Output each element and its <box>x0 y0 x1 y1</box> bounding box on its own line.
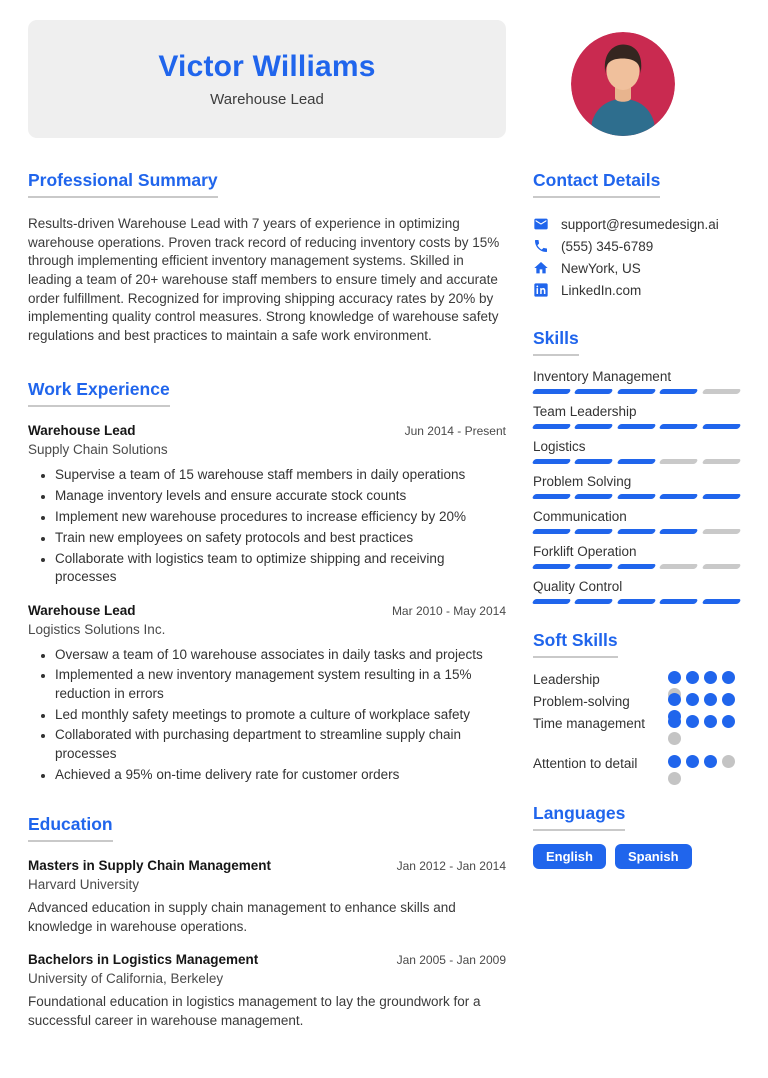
soft-skill-dot-filled <box>686 755 699 768</box>
skill-segment-filled <box>532 564 572 569</box>
skill-segment-empty <box>701 389 741 394</box>
skill-row <box>533 404 740 429</box>
skill-segment-filled <box>659 494 699 499</box>
contact-section <box>533 170 740 298</box>
education-entry <box>28 858 506 936</box>
skills-heading: Skills <box>533 328 579 356</box>
skill-row <box>533 509 740 534</box>
soft-skill-dot-filled <box>668 755 681 768</box>
soft-skill-dot-filled <box>668 671 681 684</box>
soft-skill-list <box>533 671 740 785</box>
job-company: Logistics Solutions Inc. <box>28 621 166 637</box>
skill-segment-filled <box>532 599 572 604</box>
soft-skill-dot-filled <box>668 693 681 706</box>
contact-linkedin: LinkedIn.com <box>561 282 642 298</box>
skill-segment-filled <box>701 424 741 429</box>
education-dates: Jan 2012 - Jan 2014 <box>396 859 506 874</box>
linkedin-icon <box>533 282 549 298</box>
job-bullet: • Implemented a new inventory management system resulting in a 15% reduction in errors <box>55 666 506 703</box>
skill-label: Quality Control <box>533 579 623 594</box>
skill-row <box>533 369 740 394</box>
education-heading: Education <box>28 814 113 842</box>
skill-label: Inventory Management <box>533 369 672 384</box>
education-description: Advanced education in supply chain management to enhance skills and knowledge in warehouse operations. <box>28 900 456 934</box>
photo-area <box>506 20 740 138</box>
skill-segment-filled <box>574 389 614 394</box>
school-name: Harvard University <box>28 877 140 893</box>
job-bullet: • Collaborated with purchasing department to streamline supply chain processes <box>55 726 506 763</box>
skill-segment-filled <box>574 424 614 429</box>
soft-skill-dot-empty <box>668 732 681 745</box>
skill-segment-filled <box>532 494 572 499</box>
skill-segment-filled <box>532 459 572 464</box>
profile-photo-illustration <box>571 32 675 136</box>
job-bullet: • Supervise a team of 15 warehouse staff members in daily operations <box>55 466 506 484</box>
skill-label: Logistics <box>533 439 586 454</box>
job-bullet: • Oversaw a team of 10 warehouse associates in daily tasks and projects <box>55 646 506 664</box>
soft-skill-row <box>533 755 740 785</box>
job-bullet: • Train new employees on safety protocols and best practices <box>55 529 506 547</box>
school-name: University of California, Berkeley <box>28 971 224 987</box>
skill-list <box>533 369 740 604</box>
person-job-title: Warehouse Lead <box>210 91 324 108</box>
skill-segment-filled <box>659 389 699 394</box>
job-dates: Jun 2014 - Present <box>404 424 506 439</box>
skill-segment-filled <box>616 424 656 429</box>
contact-row-phone <box>533 238 740 254</box>
soft-skill-label: Problem-solving <box>533 694 630 709</box>
soft-skills-heading: Soft Skills <box>533 630 618 658</box>
job-title: Warehouse Lead <box>28 423 136 439</box>
soft-skill-dot-filled <box>722 715 735 728</box>
soft-skill-dot-empty <box>722 755 735 768</box>
summary-text: Results-driven Warehouse Lead with 7 years of experience in optimizing warehouse operations. Proven track record of reducing inventory costs by 15% through implementing efficient inventory management systems. Skilled in leading a team of 20+ warehouse staff members to ensure timely and accurate order fulfillment. Recognized for improving shipping accuracy rates by 20% by implementing quality control measures. Strong knowledge of warehouse safety regulations and best practices to maintain a safe work environment. <box>28 216 500 343</box>
job-header <box>28 603 506 618</box>
soft-skill-dots <box>668 755 740 785</box>
degree-title: Bachelors in Logistics Management <box>28 952 259 968</box>
skill-segment-filled <box>616 459 656 464</box>
skill-segment-filled <box>574 564 614 569</box>
skill-segment-empty <box>659 459 699 464</box>
skill-segment-filled <box>532 389 572 394</box>
skill-segment-empty <box>659 564 699 569</box>
main-content <box>0 138 768 1031</box>
skill-level-bar <box>533 599 740 604</box>
summary-heading: Professional Summary <box>28 170 218 198</box>
education-section <box>28 814 506 1031</box>
name-banner <box>28 20 506 138</box>
skill-segment-filled <box>574 459 614 464</box>
skill-level-bar <box>533 389 740 394</box>
skill-segment-filled <box>574 494 614 499</box>
skill-segment-filled <box>659 599 699 604</box>
soft-skill-label: Leadership <box>533 672 600 687</box>
skill-segment-empty <box>701 459 741 464</box>
skill-segment-filled <box>701 494 741 499</box>
skill-label: Communication <box>533 509 627 524</box>
soft-skill-dot-filled <box>722 693 735 706</box>
job-bullet: • Collaborate with logistics team to optimize shipping and receiving processes <box>55 550 506 587</box>
language-badge: Spanish <box>615 844 692 869</box>
skill-segment-filled <box>701 599 741 604</box>
skills-section <box>533 328 740 604</box>
skill-level-bar <box>533 529 740 534</box>
skill-segment-filled <box>574 599 614 604</box>
soft-skill-dot-filled <box>704 715 717 728</box>
soft-skills-section <box>533 630 740 785</box>
skill-row <box>533 474 740 499</box>
contact-row-location <box>533 260 740 276</box>
skill-segment-filled <box>616 529 656 534</box>
education-description: Foundational education in logistics management to lay the groundwork for a successful career in warehouse management. <box>28 994 481 1028</box>
soft-skill-dot-filled <box>722 671 735 684</box>
job-bullet-list <box>28 466 506 586</box>
soft-skill-dot-filled <box>686 715 699 728</box>
work-experience-section <box>28 379 506 784</box>
soft-skill-dot-filled <box>686 693 699 706</box>
skill-segment-filled <box>616 564 656 569</box>
skill-segment-filled <box>616 494 656 499</box>
job-header <box>28 423 506 438</box>
person-name: Victor Williams <box>158 50 376 83</box>
education-dates: Jan 2005 - Jan 2009 <box>396 953 506 968</box>
contact-list <box>533 216 740 298</box>
mail-icon <box>533 216 549 232</box>
soft-skill-label: Attention to detail <box>533 756 638 771</box>
skill-level-bar <box>533 459 740 464</box>
job-bullet: • Manage inventory levels and ensure accurate stock counts <box>55 487 506 505</box>
soft-skill-dot-filled <box>704 693 717 706</box>
skill-segment-filled <box>532 529 572 534</box>
language-badge: English <box>533 844 606 869</box>
job-title: Warehouse Lead <box>28 602 136 618</box>
contact-phone: (555) 345-6789 <box>561 238 654 254</box>
work-experience-heading: Work Experience <box>28 379 170 407</box>
job-entry <box>28 423 506 586</box>
skill-row <box>533 439 740 464</box>
top-row <box>0 0 768 138</box>
soft-skill-label: Time management <box>533 716 646 731</box>
skill-segment-filled <box>574 529 614 534</box>
skill-label: Team Leadership <box>533 404 637 419</box>
contact-row-linkedin <box>533 282 740 298</box>
job-bullet: • Achieved a 95% on-time delivery rate for customer orders <box>55 766 506 784</box>
job-bullet: • Implement new warehouse procedures to increase efficiency by 20% <box>55 508 506 526</box>
language-badges <box>533 844 740 869</box>
education-header <box>28 952 506 967</box>
soft-skill-row <box>533 715 740 745</box>
skill-label: Problem Solving <box>533 474 632 489</box>
skill-label: Forklift Operation <box>533 544 637 559</box>
soft-skill-dot-filled <box>668 715 681 728</box>
skill-segment-empty <box>701 529 741 534</box>
contact-row-email <box>533 216 740 232</box>
skill-level-bar <box>533 564 740 569</box>
skill-level-bar <box>533 494 740 499</box>
skill-row <box>533 579 740 604</box>
job-company: Supply Chain Solutions <box>28 442 168 458</box>
right-column <box>533 138 740 869</box>
soft-skill-dot-empty <box>668 772 681 785</box>
contact-email: support@resumedesign.ai <box>561 216 719 232</box>
job-bullet-list <box>28 646 506 785</box>
skill-segment-filled <box>616 389 656 394</box>
skill-row <box>533 544 740 569</box>
languages-heading: Languages <box>533 803 625 831</box>
soft-skill-dot-filled <box>704 671 717 684</box>
left-column <box>28 138 506 1031</box>
phone-icon <box>533 238 549 254</box>
skill-segment-filled <box>532 424 572 429</box>
home-icon <box>533 260 549 276</box>
soft-skill-dot-filled <box>704 755 717 768</box>
skill-segment-empty <box>701 564 741 569</box>
skill-level-bar <box>533 424 740 429</box>
skill-segment-filled <box>616 599 656 604</box>
soft-skill-dots <box>668 715 740 745</box>
skill-segment-filled <box>659 424 699 429</box>
profile-photo <box>571 32 675 136</box>
job-bullet: • Led monthly safety meetings to promote a culture of workplace safety <box>55 706 506 724</box>
degree-title: Masters in Supply Chain Management <box>28 858 272 874</box>
languages-section <box>533 803 740 869</box>
summary-section <box>28 170 506 345</box>
contact-location: NewYork, US <box>561 260 641 276</box>
soft-skill-dot-filled <box>686 671 699 684</box>
education-entry <box>28 952 506 1030</box>
job-dates: Mar 2010 - May 2014 <box>391 603 506 618</box>
job-entry <box>28 603 506 785</box>
skill-segment-filled <box>659 529 699 534</box>
contact-heading: Contact Details <box>533 170 660 198</box>
education-header <box>28 858 506 873</box>
